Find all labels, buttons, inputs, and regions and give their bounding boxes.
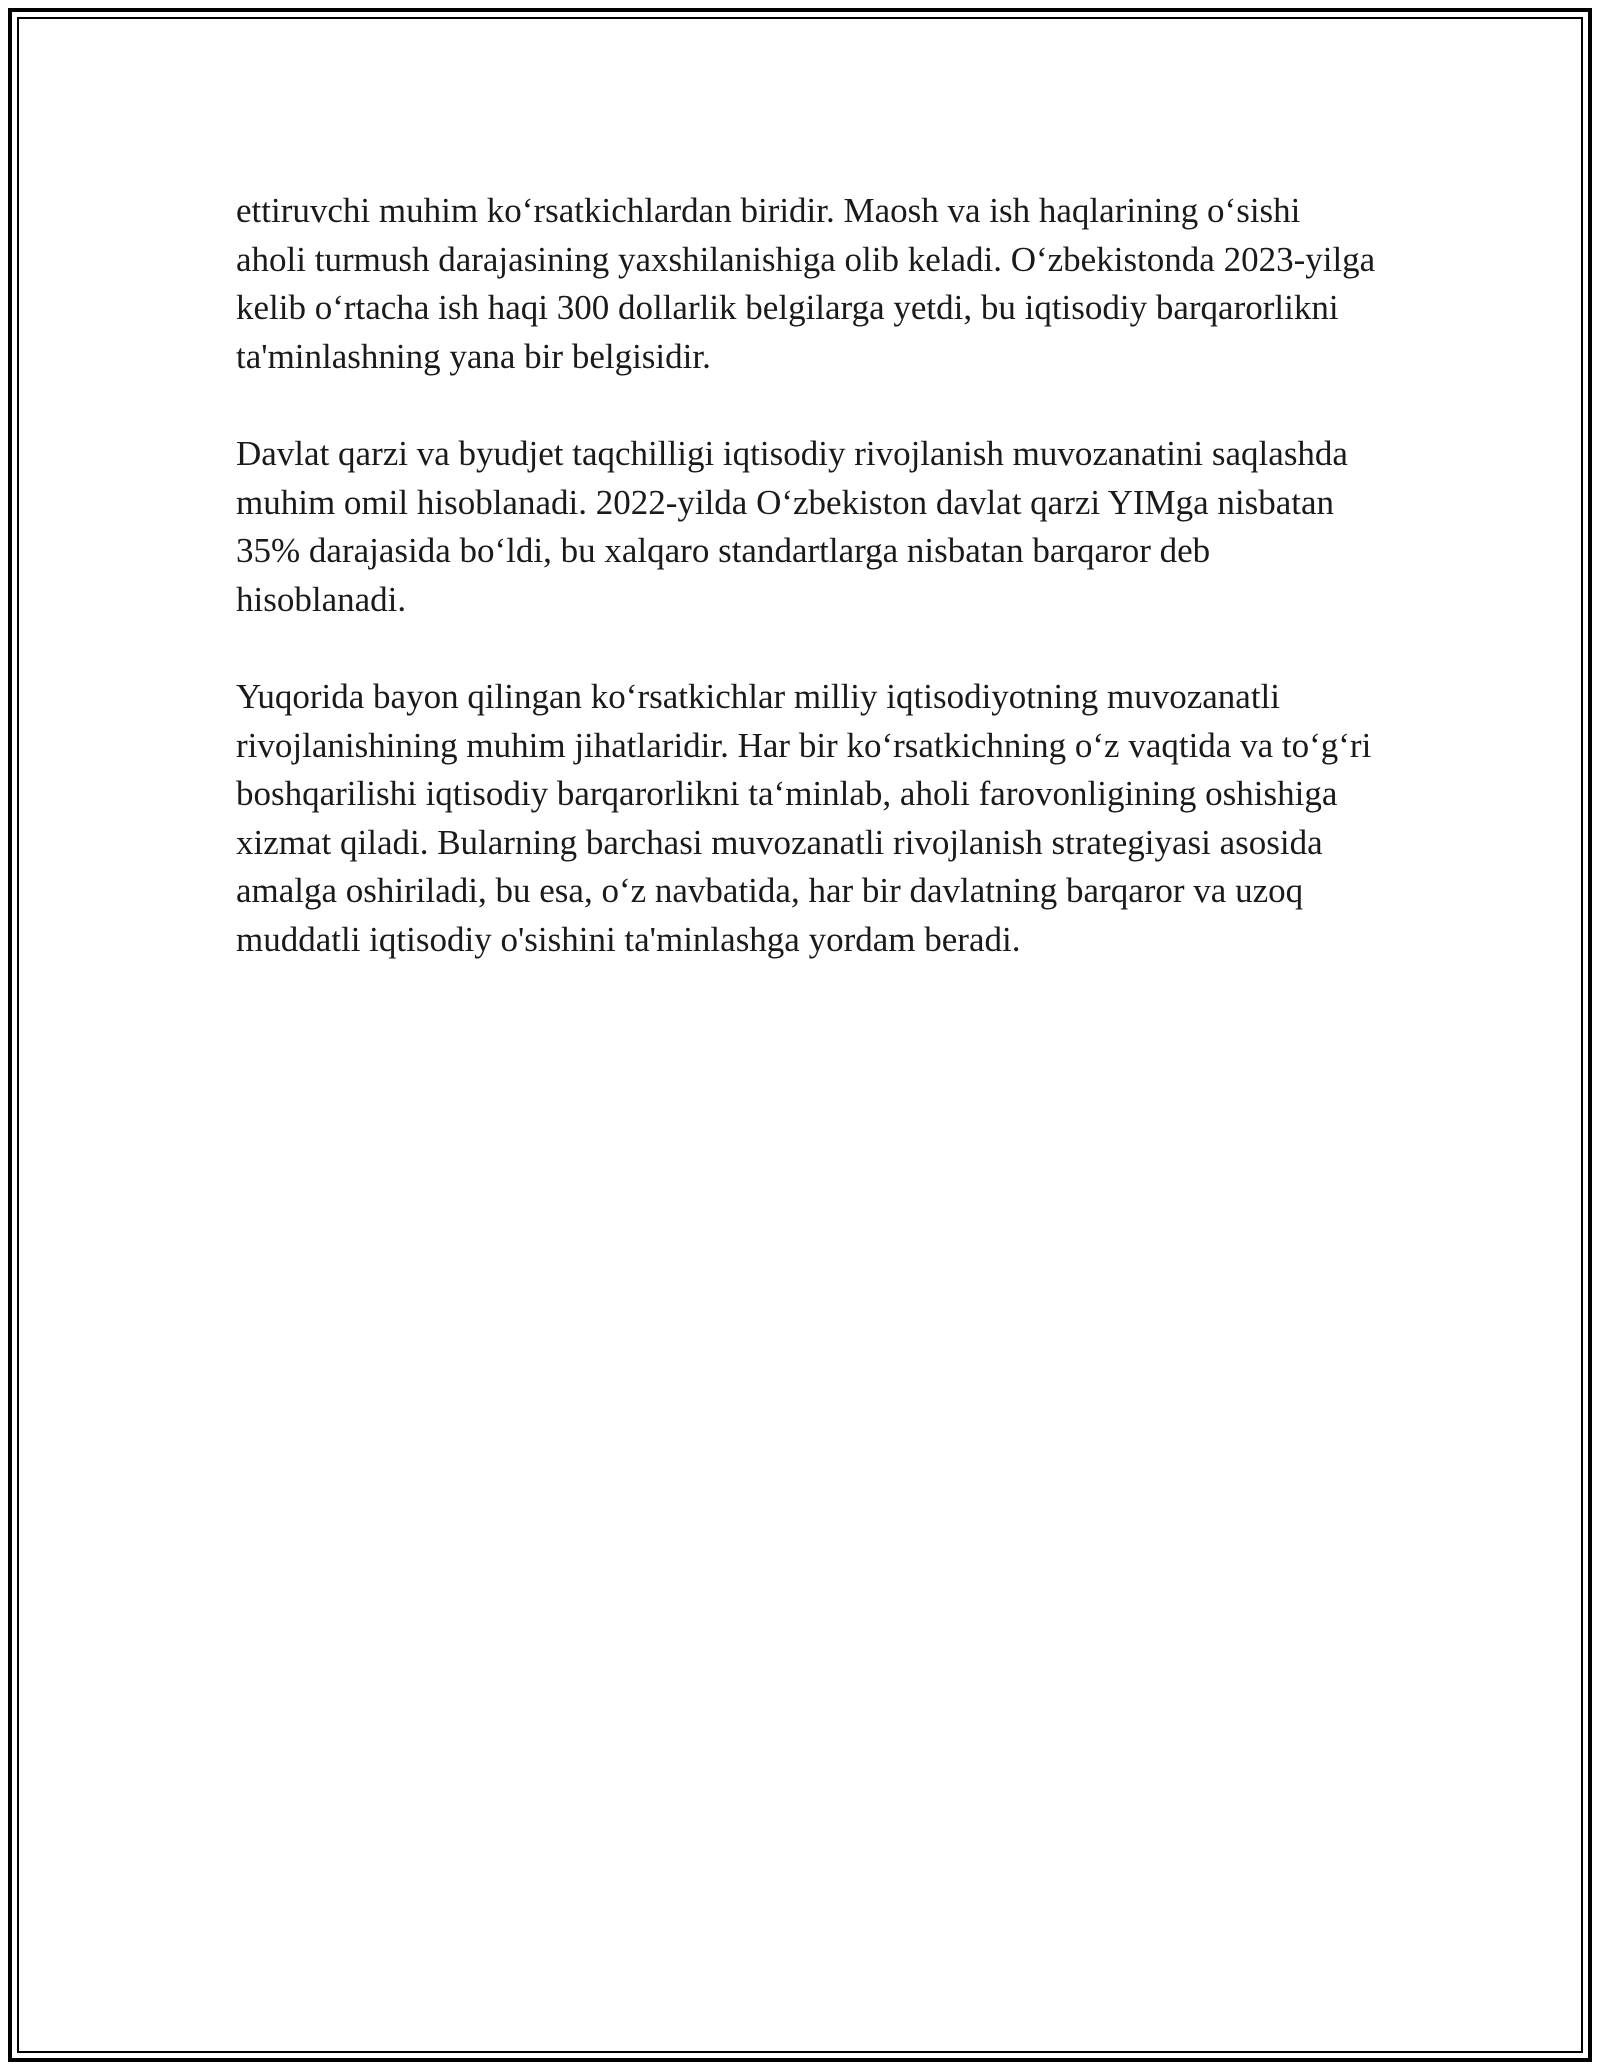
paragraph: ettiruvchi muhim koʻrsatkichlardan biridir. Maosh va ish haqlarining oʻsishi aholi turmush darajasining yaxshilanishiga olib keladi. Oʻzbekistonda 2023-yilga kelib oʻrtacha ish haqi 300 dollarlik belgilarga yetdi, bu iqtisodiy barqarorlikni ta'minlashning yana bir belgisidir. — [236, 191, 1376, 376]
document-body — [236, 187, 1376, 1013]
paragraph: Yuqorida bayon qilingan koʻrsatkichlar milliy iqtisodiyotning muvozanatli rivojlanishining muhim jihatlaridir. Har bir koʻrsatkichning oʻz vaqtida va toʻgʻri boshqarilishi iqtisodiy barqarorlikni taʻminlab, aholi farovonligining oshishiga xizmat qiladi. Bularning barchasi muvozanatli rivojlanish strategiyasi asosida amalga oshiriladi, bu esa, oʻz navbatida, har bir davlatning barqaror va uzoq muddatli iqtisodiy o'sishini ta'minlashga yordam beradi. — [236, 677, 1372, 959]
paragraph: Davlat qarzi va byudjet taqchilligi iqtisodiy rivojlanish muvozanatini saqlashda muhim omil hisoblanadi. 2022-yilda Oʻzbekiston davlat qarzi YIMga nisbatan 35% darajasida boʻldi, bu xalqaro standartlarga nisbatan barqaror deb hisoblanadi. — [236, 434, 1348, 619]
